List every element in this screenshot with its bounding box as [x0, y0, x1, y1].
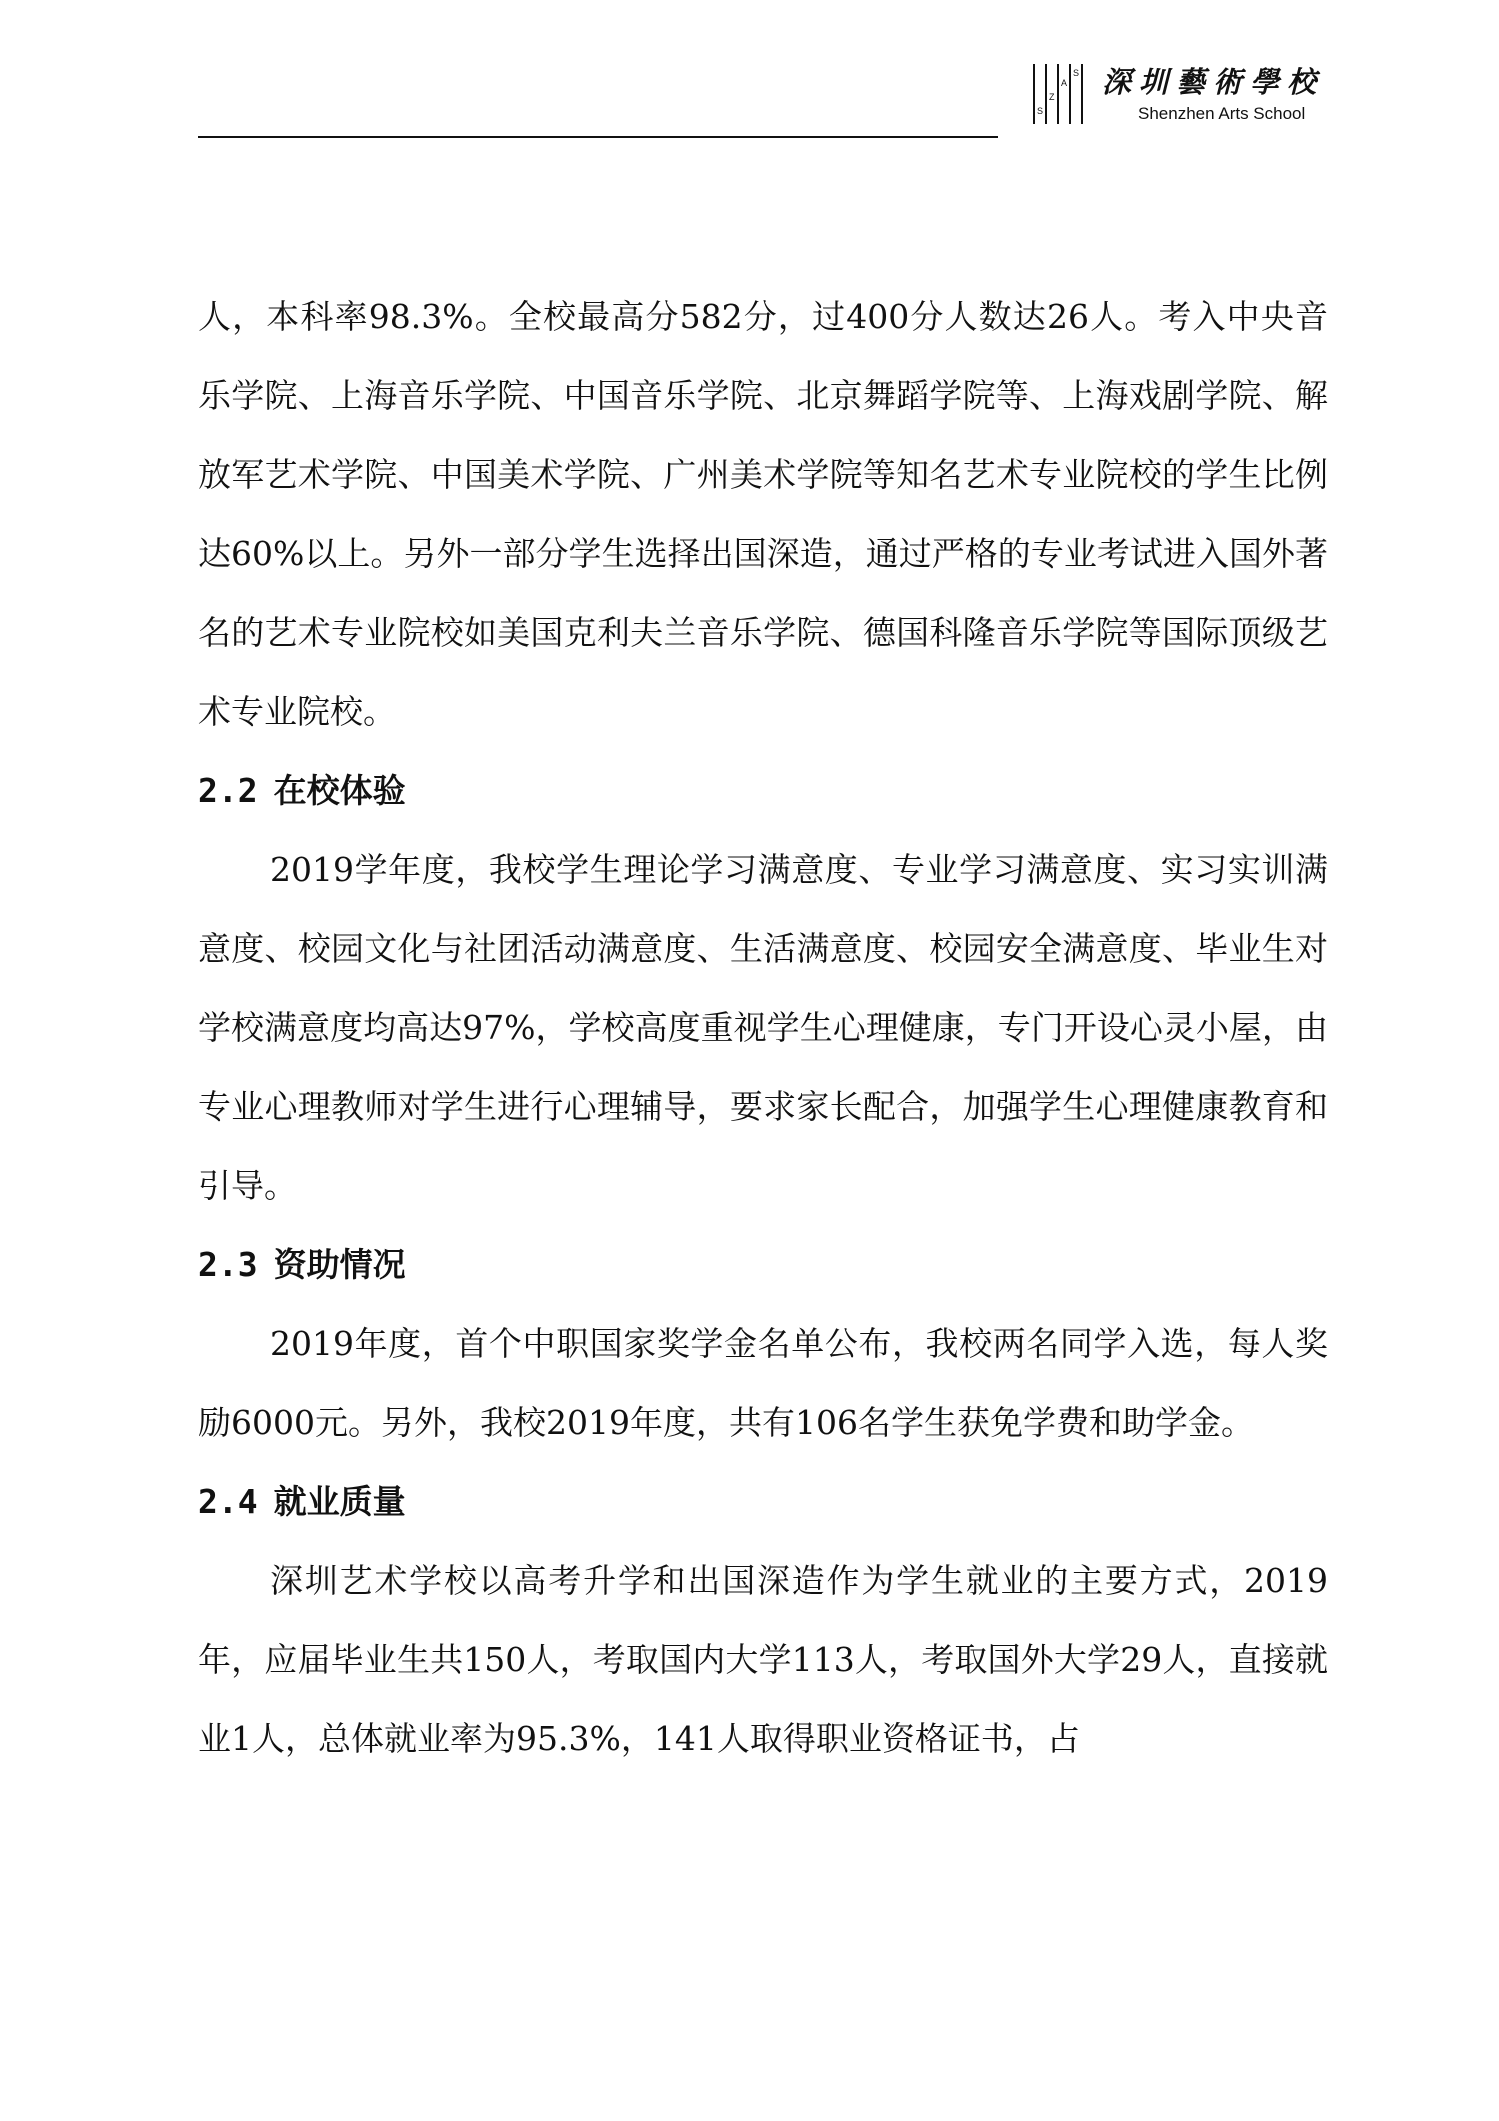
- logo-letter-1: S: [1037, 106, 1044, 116]
- section-heading-2-3: [198, 1225, 1328, 1304]
- section-number: 2.2: [198, 771, 258, 810]
- section-title: 在校体验: [273, 771, 406, 810]
- header-rule: [198, 136, 998, 138]
- logo-letter-4: S: [1073, 68, 1080, 78]
- intro-paragraph: 人，本科率98.3%。全校最高分582分，过400分人数达26人。考入中央音乐学院、上海音乐学院、中国音乐学院、北京舞蹈学院等、上海戏剧学院、解放军艺术学院、中国美术学院、广州美术学院等知名艺术专业院校的学生比例达60%以上。另外一部分学生选择出国深造，通过严格的专业考试进入国外著名的艺术专业院校如美国克利夫兰音乐学院、德国科隆音乐学院等国际顶级艺术专业院校。: [198, 297, 1328, 731]
- section-heading-2-2: [198, 751, 1328, 830]
- logo-letter-3: A: [1061, 78, 1068, 88]
- section-paragraph-2-2: 2019学年度，我校学生理论学习满意度、专业学习满意度、实习实训满意度、校园文化与社团活动满意度、生活满意度、校园安全满意度、毕业生对学校满意度均高达97%，学校高度重视学生心理健康，专门开设心灵小屋，由专业心理教师对学生进行心理辅导，要求家长配合，加强学生心理健康教育和引导。: [198, 850, 1328, 1205]
- school-logo: [1030, 58, 1325, 138]
- document-body: [198, 277, 1328, 1778]
- section-paragraph-2-3: 2019年度，首个中职国家奖学金名单公布，我校两名同学入选，每人奖励6000元。另外，我校2019年度，共有106名学生获免学费和助学金。: [198, 1324, 1328, 1442]
- section-heading-2-4: [198, 1462, 1328, 1541]
- section-number: 2.3: [198, 1245, 258, 1284]
- logo-letter-2: Z: [1049, 92, 1055, 102]
- section-number: 2.4: [198, 1482, 258, 1521]
- section-title: 资助情况: [273, 1245, 406, 1284]
- section-paragraph-2-4: 深圳艺术学校以高考升学和出国深造作为学生就业的主要方式，2019年，应届毕业生共150人，考取国内大学113人，考取国外大学29人，直接就业1人，总体就业率为95.3%，141人取得职业资格证书，占: [198, 1561, 1328, 1758]
- school-name-en: Shenzhen Arts School: [1138, 104, 1306, 123]
- logo-mark-icon: [1030, 62, 1084, 126]
- school-name-cn: 深圳藝術學校: [1102, 65, 1325, 99]
- section-title: 就业质量: [273, 1482, 406, 1521]
